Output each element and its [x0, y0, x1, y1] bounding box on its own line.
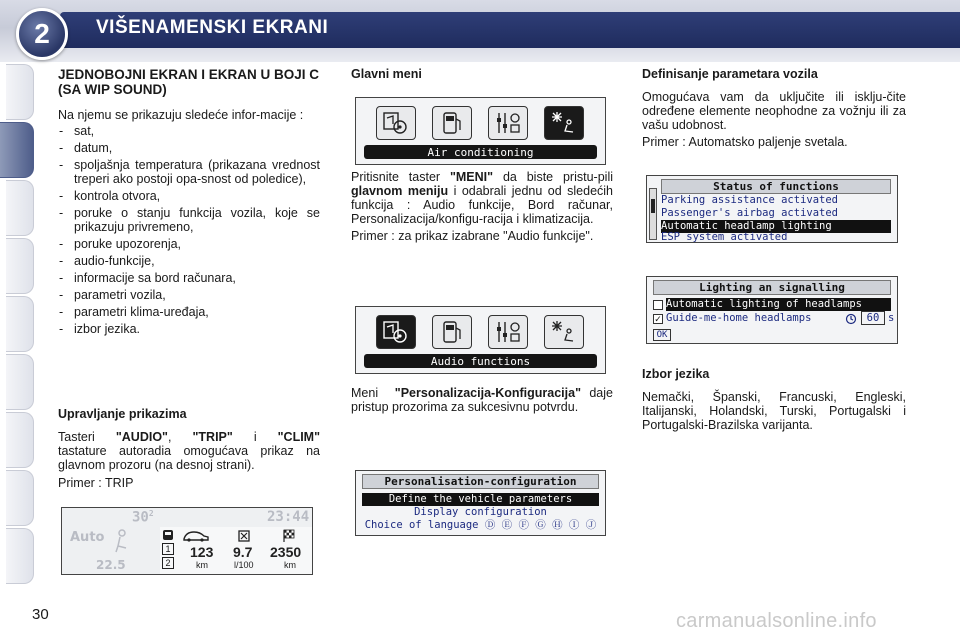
car-range-icon	[182, 530, 210, 542]
trip-screen	[61, 507, 313, 575]
personalisation-text	[351, 386, 613, 414]
display-control-example: Primer : TRIP	[58, 476, 134, 490]
watermark: carmanualsonline.info	[676, 610, 877, 632]
vehicle-params-example: Primer : Automatsko paljenje svetala.	[642, 135, 848, 149]
text-span: Tasteri	[58, 430, 95, 444]
clock-time: 23:44	[267, 509, 310, 525]
main-menu-screen-audio	[355, 306, 606, 374]
key-trip: "TRIP"	[192, 430, 233, 444]
trip-distance-value: 2350	[270, 544, 302, 560]
trip-range-unit: km	[196, 560, 208, 570]
list-item: - spoljašnja temperatura (prikazana vrednost treperi ako postoji opa-snost od poledice),	[58, 158, 320, 186]
text-span: da biste pristu-pili	[502, 170, 613, 184]
display-intro: Na njemu se prikazuju sledeće infor-macije :	[58, 108, 304, 122]
side-tab-6[interactable]	[6, 354, 34, 410]
column-display-control	[58, 407, 320, 490]
column-language	[642, 367, 906, 432]
personalisation-screen	[355, 470, 606, 536]
language-text: Nemački, Španski, Francuski, Engleski, Italijanski, Holandski, Turski, Portugalski i Portugalski-Brazilska varijanta.	[642, 390, 906, 432]
menu-row[interactable]: Display configuration	[414, 506, 547, 518]
key-clim: "CLIM"	[277, 430, 321, 444]
scrollbar[interactable]	[649, 188, 657, 240]
duration-value-field[interactable]: 60	[861, 311, 885, 325]
list-item: - audio-funkcije,	[58, 254, 320, 268]
side-tab-8[interactable]	[6, 470, 34, 526]
lighting-screen	[646, 276, 898, 344]
consumption-icon	[238, 530, 250, 542]
side-tab-9[interactable]	[6, 528, 34, 584]
air-conditioning-menu-icon[interactable]	[544, 315, 584, 349]
main-menu-screen-ac	[355, 97, 606, 165]
vehicle-params-heading: Definisanje parametara vozila	[642, 67, 818, 81]
trip-consumption-unit: l/100	[234, 560, 254, 570]
trip-computer-menu-icon[interactable]	[432, 315, 472, 349]
ok-button[interactable]: OK	[653, 329, 671, 341]
text-span: Pritisnite taster	[351, 170, 441, 184]
bold-span: glavnom meniju	[351, 184, 449, 198]
configuration-menu-icon[interactable]	[488, 315, 528, 349]
key-meni: "MENI"	[449, 170, 494, 184]
list-item: - informacije sa bord računara,	[58, 271, 320, 285]
menu-row[interactable]: ESP system activated	[661, 231, 788, 243]
trip-computer-menu-icon[interactable]	[432, 106, 472, 140]
main-menu-example: Primer : za prikaz izabrane "Audio funkcije".	[351, 229, 594, 243]
side-tab-5[interactable]	[6, 296, 34, 352]
display-control-text	[58, 430, 320, 472]
audio-menu-icon-selected[interactable]	[376, 315, 416, 349]
checkbox-checked[interactable]: ✓	[654, 314, 662, 324]
fuel-pump-icon	[162, 529, 174, 541]
trip-info-area	[160, 527, 312, 574]
display-control-heading: Upravljanje prikazima	[58, 407, 187, 421]
list-item: - izbor jezika.	[58, 322, 320, 336]
list-item: - poruke upozorenja,	[58, 237, 320, 251]
outside-temp	[132, 509, 154, 526]
trip-consumption-value: 9.7	[233, 544, 253, 560]
list-item: - sat,	[58, 124, 320, 138]
list-item: - datum,	[58, 141, 320, 155]
side-tab-3[interactable]	[6, 180, 34, 236]
trip-distance-unit: km	[284, 560, 296, 570]
main-menu-paragraph	[351, 170, 613, 226]
menu-row[interactable]: Guide-me-home headlamps	[666, 312, 812, 324]
side-tab-4[interactable]	[6, 238, 34, 294]
side-tab-1[interactable]	[6, 64, 34, 120]
status-functions-screen	[646, 175, 898, 243]
column-main-menu	[351, 67, 613, 81]
column-vehicle-params	[642, 67, 906, 149]
air-conditioning-label-bar: Air conditioning	[364, 145, 597, 159]
menu-row-selected[interactable]: Define the vehicle parameters	[362, 493, 599, 506]
temp-value: 30	[132, 509, 149, 526]
vehicle-params-text: Omogućava vam da uključite ili isklju-čite određene elemente neophodne za vožnju ili za vašu udobnost.	[642, 90, 906, 132]
display-info-list	[58, 124, 320, 336]
cabin-temp: 22.5	[96, 558, 126, 572]
main-menu-text	[351, 170, 613, 243]
configuration-menu-icon[interactable]	[488, 106, 528, 140]
list-item: - kontrola otvora,	[58, 189, 320, 203]
display-heading: JEDNOBOJNI EKRAN I EKRAN U BOJI C (SA WIP SOUND)	[58, 67, 320, 97]
side-tab-strip	[0, 64, 44, 574]
auto-label: Auto	[70, 530, 105, 545]
trip-top-row	[62, 508, 314, 528]
lighting-title: Lighting an signalling	[653, 280, 891, 295]
status-functions-title: Status of functions	[661, 179, 891, 194]
side-tab-2-active[interactable]	[0, 122, 34, 178]
menu-row[interactable]: Choice of language Ⓓ Ⓔ Ⓕ Ⓖ Ⓗ Ⓘ Ⓙ	[364, 519, 597, 531]
duration-unit: s	[888, 312, 895, 324]
checkered-flag-icon	[282, 529, 296, 543]
checkbox-unchecked[interactable]	[653, 300, 663, 310]
menu-row[interactable]: Parking assistance activated	[661, 194, 839, 206]
key-audio: "AUDIO"	[115, 430, 168, 444]
column-display	[58, 67, 320, 339]
personalisation-title: Personalisation-configuration	[362, 474, 599, 489]
main-menu-heading: Glavni meni	[351, 67, 422, 81]
text-span: tastature autoradia omogućava prikaz na glavnom prozoru (na desnoj strani).	[58, 444, 320, 472]
bold-span: "Personalizacija-Konfiguracija"	[394, 386, 581, 400]
menu-row-selected[interactable]: Automatic lighting of headlamps	[666, 298, 891, 311]
scrollbar-thumb[interactable]	[651, 199, 655, 213]
list-item: - poruke o stanju funkcija vozila, koje se prikazuju privremeno,	[58, 206, 320, 234]
menu-row-selected[interactable]: Automatic headlamp lighting	[661, 220, 891, 233]
trip-range-value: 123	[190, 544, 214, 560]
text-span: i	[253, 430, 257, 444]
side-tab-7[interactable]	[6, 412, 34, 468]
trip-1-button[interactable]: 1	[162, 543, 174, 555]
seat-fan-icon	[112, 528, 130, 554]
menu-row[interactable]: Passenger's airbag activated	[661, 207, 839, 219]
audio-menu-icon[interactable]	[376, 106, 416, 140]
air-conditioning-menu-icon-selected[interactable]	[544, 106, 584, 140]
audio-functions-label-bar: Audio functions	[364, 354, 597, 368]
text-span: ,	[167, 430, 172, 444]
text-span: daje pristup prozorima za sukcesivnu potvrdu.	[351, 386, 613, 414]
personalisation-paragraph	[351, 386, 613, 414]
list-item: - parametri klima-uređaja,	[58, 305, 320, 319]
language-heading: Izbor jezika	[642, 367, 710, 381]
temp-sup: 2	[148, 509, 154, 518]
chapter-title: VIŠENAMENSKI EKRANI	[96, 17, 329, 38]
trip-2-button[interactable]: 2	[162, 557, 174, 569]
text-span: i odabrali jednu od sledećih funkcija : Audio funkcije, Bord računar, Personalizacija/konfigu-racija i klimatizacija.	[351, 184, 613, 226]
list-item: - parametri vozila,	[58, 288, 320, 302]
text-span: Meni	[351, 386, 379, 400]
page-number: 30	[32, 606, 49, 623]
chapter-number-badge: 2	[16, 8, 68, 60]
timer-icon	[845, 313, 857, 325]
